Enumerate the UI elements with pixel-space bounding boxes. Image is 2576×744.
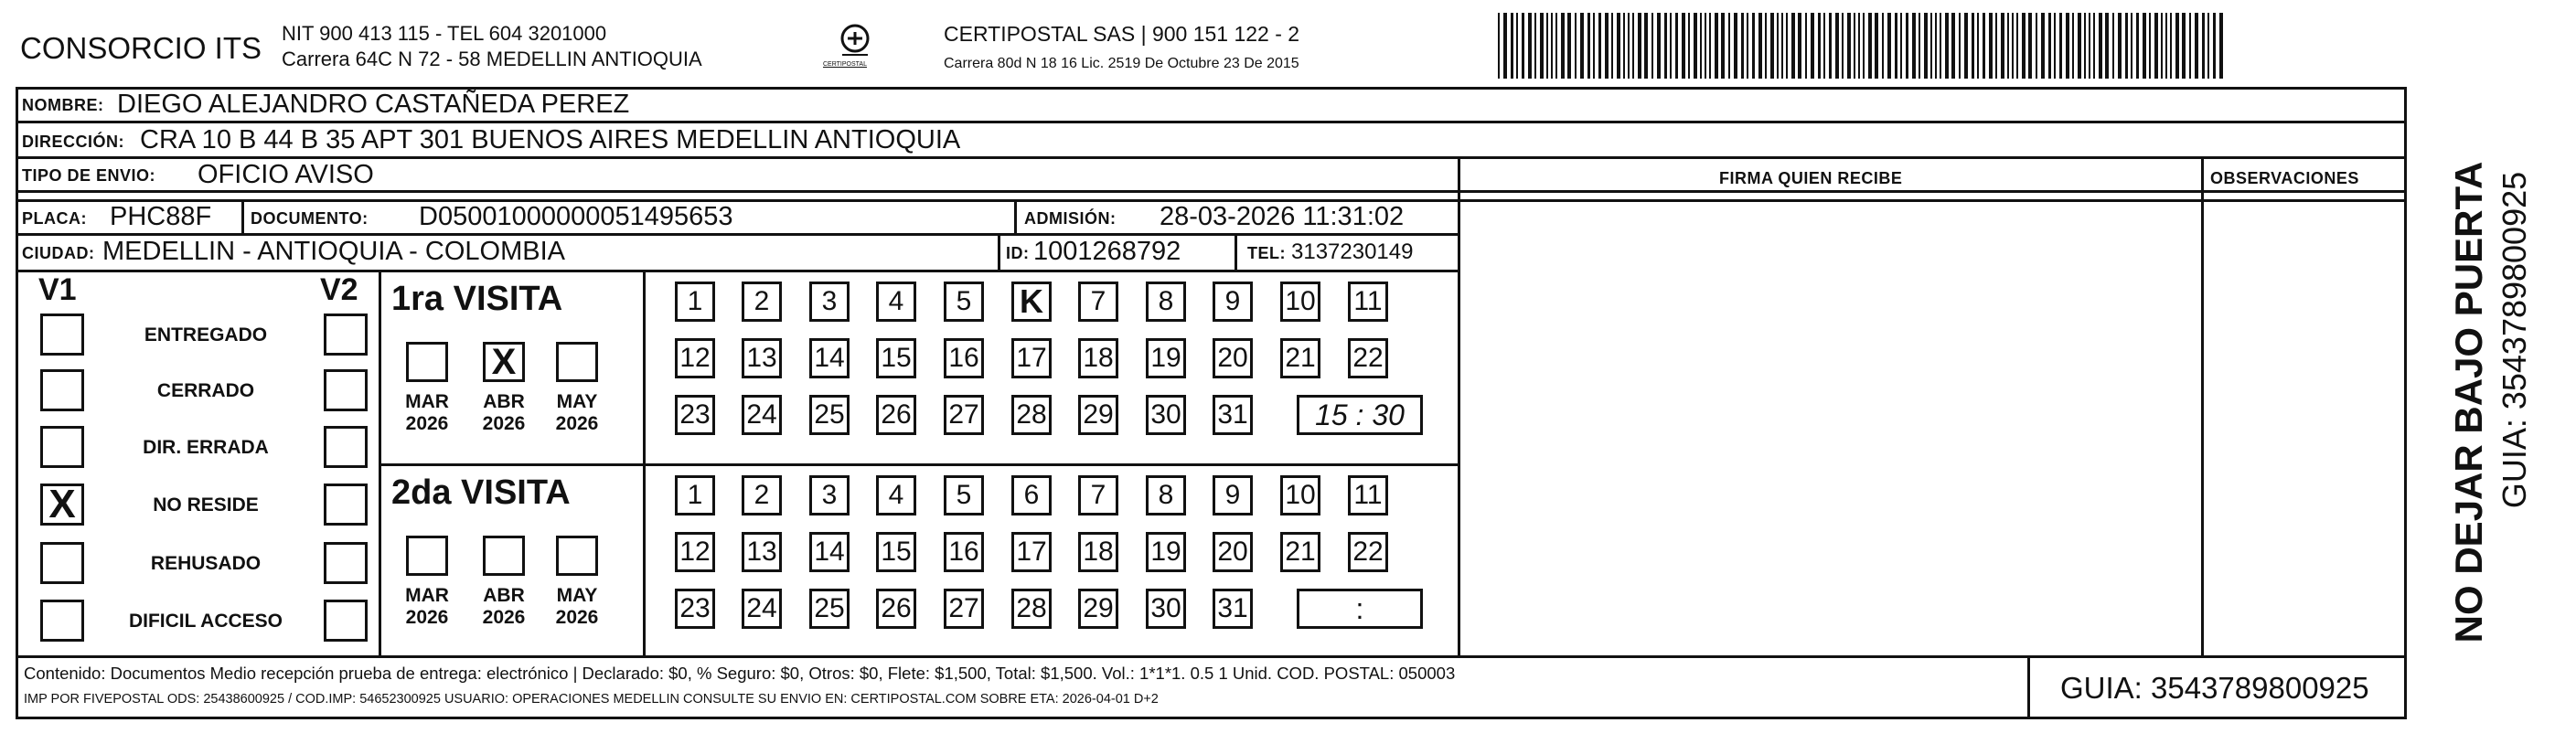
day-checkbox[interactable]: 12 (675, 338, 715, 378)
barcode-bar (1611, 13, 1613, 79)
barcode-bar (1670, 13, 1672, 79)
barcode-bar (1567, 13, 1571, 79)
tipo-envio-value: OFICIO AVISO (198, 160, 374, 189)
barcode-bar (2012, 13, 2014, 79)
barcode-bar (1940, 13, 1941, 79)
placa-label: PLACA: (22, 209, 87, 228)
month-checkbox[interactable] (406, 536, 448, 576)
observaciones-label: OBSERVACIONES (2210, 169, 2359, 187)
v2-checkbox[interactable] (324, 369, 368, 411)
barcode-bar (1516, 13, 1518, 79)
barcode-bar (1623, 13, 1625, 79)
barcode-bar (2202, 13, 2205, 79)
tel-label: TEL: (1247, 244, 1286, 262)
day-checkbox[interactable]: 2 (742, 475, 782, 515)
month-year: 2026 (482, 413, 526, 435)
barcode (1498, 13, 2229, 79)
nombre-value: DIEGO ALEJANDRO CASTAÑEDA PEREZ (117, 90, 630, 119)
barcode-bar (2175, 13, 2179, 79)
barcode-bar (2219, 13, 2223, 79)
day-checkbox[interactable]: 8 (1146, 475, 1186, 515)
placa-value: PHC88F (110, 202, 212, 231)
barcode-bar (1555, 13, 1557, 79)
v2-checkbox[interactable] (324, 484, 368, 526)
barcode-bar (1842, 13, 1844, 79)
day-checkbox[interactable]: 18 (1078, 532, 1118, 572)
barcode-bar (1709, 13, 1711, 79)
company-address: Carrera 64C N 72 - 58 MEDELLIN ANTIOQUIA (282, 48, 702, 70)
barcode-bar (1498, 13, 1500, 79)
documento-label: DOCUMENTO: (251, 209, 369, 228)
day-checkbox[interactable]: 23 (675, 395, 715, 435)
barcode-bar (1688, 13, 1690, 79)
main-form-frame (16, 87, 2407, 719)
month-checkbox[interactable]: X (483, 342, 525, 382)
barcode-bar (1791, 13, 1795, 79)
day-checkbox[interactable]: 7 (1078, 282, 1118, 322)
barcode-bar (1593, 13, 1595, 79)
side-warning: NO DEJAR BAJO PUERTA (2447, 161, 2490, 643)
barcode-bar (1781, 13, 1783, 79)
tel-value: 3137230149 (1291, 239, 1414, 264)
id-label: ID: (1006, 244, 1030, 262)
barcode-bar (2118, 13, 2122, 79)
barcode-bar (2099, 13, 2102, 79)
barcode-bar (2066, 13, 2069, 79)
courier-license: Carrera 80d N 18 16 Lic. 2519 De Octubre 23 De 2015 (944, 56, 1299, 71)
barcode-bar (1617, 13, 1620, 79)
month-name: MAY (556, 391, 598, 412)
barcode-bar (1587, 13, 1590, 79)
barcode-bar (2131, 13, 2132, 79)
day-checkbox[interactable]: 20 (1213, 532, 1253, 572)
day-checkbox[interactable]: 18 (1078, 338, 1118, 378)
v2-checkbox[interactable] (324, 426, 368, 468)
barcode-bar (2048, 13, 2051, 79)
barcode-bar (1528, 13, 1532, 79)
month-name: MAY (556, 585, 598, 606)
id-value: 1001268792 (1033, 237, 1181, 266)
day-checkbox[interactable]: 31 (1213, 395, 1253, 435)
barcode-bar (2028, 13, 2032, 79)
barcode-bar (1644, 13, 1648, 79)
barcode-bar (2041, 13, 2045, 79)
barcode-bar (1875, 13, 1878, 79)
barcode-bar (1675, 13, 1678, 79)
barcode-bar (2170, 13, 2172, 79)
day-checkbox[interactable]: 3 (809, 282, 850, 322)
barcode-bar (1882, 13, 1884, 79)
day-checkbox[interactable]: 16 (944, 338, 984, 378)
barcode-bar (1983, 13, 1985, 79)
v2-checkbox[interactable] (324, 542, 368, 584)
barcode-bar (1546, 13, 1548, 79)
ciudad-value: MEDELLIN - ANTIOQUIA - COLOMBIA (102, 237, 565, 266)
barcode-bar (1995, 13, 1997, 79)
time-field[interactable]: 15 : 30 (1297, 395, 1423, 435)
barcode-bar (1887, 13, 1891, 79)
month-label (472, 585, 536, 629)
month-year: 2026 (405, 413, 449, 435)
day-checkbox[interactable]: 30 (1146, 395, 1186, 435)
barcode-bar (1561, 13, 1565, 79)
firma-label: FIRMA QUIEN RECIBE (1719, 169, 1903, 187)
barcode-bar (1895, 13, 1897, 79)
month-year: 2026 (482, 607, 526, 629)
day-checkbox[interactable]: 11 (1348, 475, 1388, 515)
status-label: REHUSADO (150, 553, 262, 574)
barcode-bar (2105, 13, 2109, 79)
day-checkbox[interactable]: 15 (876, 338, 916, 378)
barcode-bar (1694, 13, 1697, 79)
barcode-bar (1705, 13, 1706, 79)
contenido-text: Contenido: Documentos Medio recepción prueba de entrega: electrónico | Declarado: $0, % Seguro: $0, Otros: $0, Flete: $1,500, Total: $1,500. Vol.: 1*1*1. 0.5 1 Unid. COD. POSTAL: 050003 (24, 664, 1456, 683)
barcode-bar (1575, 13, 1577, 79)
visit-title: 2da VISITA (391, 473, 571, 512)
v1-checkbox[interactable] (40, 426, 84, 468)
barcode-bar (1715, 13, 1718, 79)
courier-name: CERTIPOSTAL SAS | 900 151 122 - 2 (944, 22, 1300, 46)
barcode-bar (1734, 13, 1737, 79)
day-checkbox[interactable]: 11 (1348, 282, 1388, 322)
v1-label: V1 (38, 272, 77, 307)
barcode-bar (1777, 13, 1779, 79)
month-name: MAR (405, 585, 449, 606)
barcode-bar (1964, 13, 1968, 79)
day-checkbox[interactable]: 23 (675, 589, 715, 629)
day-checkbox[interactable]: 4 (876, 475, 916, 515)
day-checkbox[interactable]: 20 (1213, 338, 1253, 378)
day-checkbox[interactable]: 30 (1146, 589, 1186, 629)
day-checkbox[interactable]: 31 (1213, 589, 1253, 629)
day-checkbox[interactable]: 21 (1280, 532, 1320, 572)
day-checkbox[interactable]: 1 (675, 475, 715, 515)
admision-label: ADMISIÓN: (1024, 209, 1117, 228)
day-checkbox[interactable]: 27 (944, 395, 984, 435)
day-checkbox[interactable]: K (1011, 282, 1052, 322)
day-checkbox[interactable]: 24 (742, 395, 782, 435)
direccion-value: CRA 10 B 44 B 35 APT 301 BUENOS AIRES MEDELLIN ANTIOQUIA (140, 125, 961, 154)
logo-text: CERTIPOSTAL (823, 61, 867, 68)
day-checkbox[interactable]: 7 (1078, 475, 1118, 515)
day-checkbox[interactable]: 17 (1011, 532, 1052, 572)
day-checkbox[interactable]: 14 (809, 338, 850, 378)
barcode-bar (1598, 13, 1601, 79)
day-checkbox[interactable]: 27 (944, 589, 984, 629)
barcode-bar (1651, 13, 1653, 79)
barcode-bar (2001, 13, 2004, 79)
barcode-bar (1798, 13, 1801, 79)
day-checkbox[interactable]: 14 (809, 532, 850, 572)
barcode-bar (1752, 13, 1755, 79)
day-checkbox[interactable]: 1 (675, 282, 715, 322)
month-year: 2026 (555, 607, 599, 629)
barcode-bar (2007, 13, 2009, 79)
barcode-bar (1863, 13, 1865, 79)
barcode-bar (1930, 13, 1932, 79)
barcode-bar (1935, 13, 1937, 79)
barcode-bar (1924, 13, 1928, 79)
day-checkbox[interactable]: 16 (944, 532, 984, 572)
day-checkbox[interactable]: 22 (1348, 338, 1388, 378)
barcode-bar (1540, 13, 1544, 79)
barcode-bar (2182, 13, 2186, 79)
company-name: CONSORCIO ITS (20, 31, 262, 65)
v1-checkbox[interactable] (40, 369, 84, 411)
month-label (395, 391, 459, 435)
day-checkbox[interactable]: 12 (675, 532, 715, 572)
day-checkbox[interactable]: 5 (944, 282, 984, 322)
barcode-bar (1765, 13, 1767, 79)
day-checkbox[interactable]: 9 (1213, 282, 1253, 322)
barcode-bar (2054, 13, 2056, 79)
barcode-bar (1786, 13, 1788, 79)
month-label (545, 391, 609, 435)
day-checkbox[interactable]: 29 (1078, 589, 1118, 629)
status-label: DIR. ERRADA (143, 437, 269, 458)
footer-guia: GUIA: 3543789800925 (2060, 671, 2369, 705)
barcode-bar (2189, 13, 2191, 79)
month-name: ABR (483, 585, 525, 606)
barcode-bar (2207, 13, 2209, 79)
day-checkbox[interactable]: 24 (742, 589, 782, 629)
month-checkbox[interactable] (483, 536, 525, 576)
day-checkbox[interactable]: 21 (1280, 338, 1320, 378)
barcode-bar (2084, 13, 2086, 79)
barcode-bar (1972, 13, 1974, 79)
barcode-bar (2125, 13, 2128, 79)
barcode-bar (2161, 13, 2163, 79)
barcode-bar (1854, 13, 1855, 79)
day-checkbox[interactable]: 3 (809, 475, 850, 515)
day-checkbox[interactable]: 28 (1011, 589, 1052, 629)
barcode-bar (1959, 13, 1961, 79)
barcode-bar (2143, 13, 2146, 79)
visit-title: 1ra VISITA (391, 280, 563, 318)
month-label (472, 391, 536, 435)
day-checkbox[interactable]: 10 (1280, 282, 1320, 322)
status-label: DIFICIL ACCESO (128, 611, 283, 632)
day-checkbox[interactable]: 13 (742, 338, 782, 378)
barcode-bar (1847, 13, 1851, 79)
barcode-bar (1977, 13, 1979, 79)
side-guia: GUIA: 3543789800925 (2496, 171, 2533, 509)
day-checkbox[interactable]: 29 (1078, 395, 1118, 435)
day-checkbox[interactable]: 8 (1146, 282, 1186, 322)
v2-label: V2 (320, 272, 358, 307)
barcode-bar (1664, 13, 1667, 79)
day-checkbox[interactable]: 15 (876, 532, 916, 572)
barcode-bar (2078, 13, 2081, 79)
time-field[interactable]: : (1297, 589, 1423, 629)
barcode-bar (1741, 13, 1744, 79)
barcode-bar (1682, 13, 1685, 79)
barcode-bar (2059, 13, 2062, 79)
day-checkbox[interactable]: 6 (1011, 475, 1052, 515)
barcode-bar (1551, 13, 1553, 79)
barcode-bar (1721, 13, 1725, 79)
direccion-label: DIRECCIÓN: (22, 133, 124, 151)
barcode-bar (1989, 13, 1993, 79)
barcode-bar (1522, 13, 1524, 79)
barcode-bar (2165, 13, 2167, 79)
day-checkbox[interactable]: 26 (876, 589, 916, 629)
barcode-bar (1858, 13, 1860, 79)
barcode-bar (1511, 13, 1513, 79)
barcode-bar (2093, 13, 2095, 79)
barcode-bar (1868, 13, 1872, 79)
nombre-label: NOMBRE: (22, 96, 104, 114)
v1-checkbox[interactable] (40, 600, 84, 642)
v2-checkbox[interactable] (324, 600, 368, 642)
ciudad-label: CIUDAD: (22, 244, 95, 262)
v2-checkbox[interactable] (324, 314, 368, 356)
certipostal-logo-icon (837, 24, 873, 60)
admision-value: 28-03-2026 11:31:02 (1160, 202, 1405, 231)
barcode-bar (1580, 13, 1584, 79)
day-checkbox[interactable]: 25 (809, 589, 850, 629)
day-checkbox[interactable]: 4 (876, 282, 916, 322)
v1-checkbox[interactable] (40, 314, 84, 356)
day-checkbox[interactable]: 22 (1348, 532, 1388, 572)
barcode-bar (2089, 13, 2090, 79)
day-checkbox[interactable]: 25 (809, 395, 850, 435)
day-checkbox[interactable]: 13 (742, 532, 782, 572)
month-label (545, 585, 609, 629)
documento-value: D05001000000051495653 (419, 202, 733, 231)
month-name: ABR (483, 391, 525, 412)
month-checkbox[interactable] (406, 342, 448, 382)
v1-checkbox[interactable] (40, 542, 84, 584)
barcode-bar (2149, 13, 2151, 79)
status-label: ENTREGADO (144, 324, 268, 345)
barcode-bar (1728, 13, 1730, 79)
barcode-bar (1700, 13, 1702, 79)
day-checkbox[interactable]: 9 (1213, 475, 1253, 515)
day-checkbox[interactable]: 10 (1280, 475, 1320, 515)
company-nit: NIT 900 413 115 - TEL 604 3201000 (282, 22, 607, 45)
barcode-bar (2213, 13, 2216, 79)
month-checkbox[interactable] (556, 342, 598, 382)
barcode-bar (2022, 13, 2026, 79)
barcode-bar (2112, 13, 2114, 79)
barcode-bar (1818, 13, 1821, 79)
day-checkbox[interactable]: 2 (742, 282, 782, 322)
barcode-bar (1811, 13, 1814, 79)
barcode-bar (2195, 13, 2198, 79)
barcode-bar (1657, 13, 1661, 79)
day-checkbox[interactable]: 19 (1146, 532, 1186, 572)
barcode-bar (1829, 13, 1832, 79)
day-checkbox[interactable]: 28 (1011, 395, 1052, 435)
barcode-bar (1628, 13, 1630, 79)
month-year: 2026 (555, 413, 599, 435)
barcode-bar (1900, 13, 1902, 79)
barcode-bar (1632, 13, 1634, 79)
barcode-bar (1747, 13, 1748, 79)
month-name: MAR (405, 391, 449, 412)
barcode-bar (1835, 13, 1839, 79)
barcode-bar (2072, 13, 2074, 79)
month-label (395, 585, 459, 629)
barcode-bar (1951, 13, 1955, 79)
month-year: 2026 (405, 607, 449, 629)
barcode-bar (2036, 13, 2037, 79)
barcode-bar (1945, 13, 1949, 79)
v1-checkbox[interactable]: X (40, 484, 84, 526)
month-checkbox[interactable] (556, 536, 598, 576)
barcode-bar (1906, 13, 1908, 79)
barcode-bar (2136, 13, 2139, 79)
status-label: NO RESIDE (153, 494, 259, 515)
barcode-bar (1534, 13, 1536, 79)
barcode-bar (1605, 13, 1609, 79)
barcode-bar (2154, 13, 2158, 79)
imp-text: IMP POR FIVEPOSTAL ODS: 25438600925 / COD.IMP: 54652300925 USUARIO: OPERACIONES MEDELLIN CONSULTE SU ENVIO EN: CERTIPOSTAL.COM SOBRE ETA: 2026-04-01 D+2 (24, 692, 1159, 707)
day-checkbox[interactable]: 5 (944, 475, 984, 515)
barcode-bar (1758, 13, 1762, 79)
day-checkbox[interactable]: 19 (1146, 338, 1186, 378)
barcode-bar (1919, 13, 1920, 79)
barcode-bar (1770, 13, 1774, 79)
barcode-bar (1823, 13, 1825, 79)
barcode-bar (1638, 13, 1641, 79)
barcode-bar (1805, 13, 1807, 79)
status-label: CERRADO (156, 380, 255, 401)
barcode-bar (2016, 13, 2018, 79)
day-checkbox[interactable]: 26 (876, 395, 916, 435)
day-checkbox[interactable]: 17 (1011, 338, 1052, 378)
barcode-bar (1912, 13, 1916, 79)
barcode-bar (1503, 13, 1507, 79)
tipo-envio-label: TIPO DE ENVIO: (22, 166, 156, 185)
